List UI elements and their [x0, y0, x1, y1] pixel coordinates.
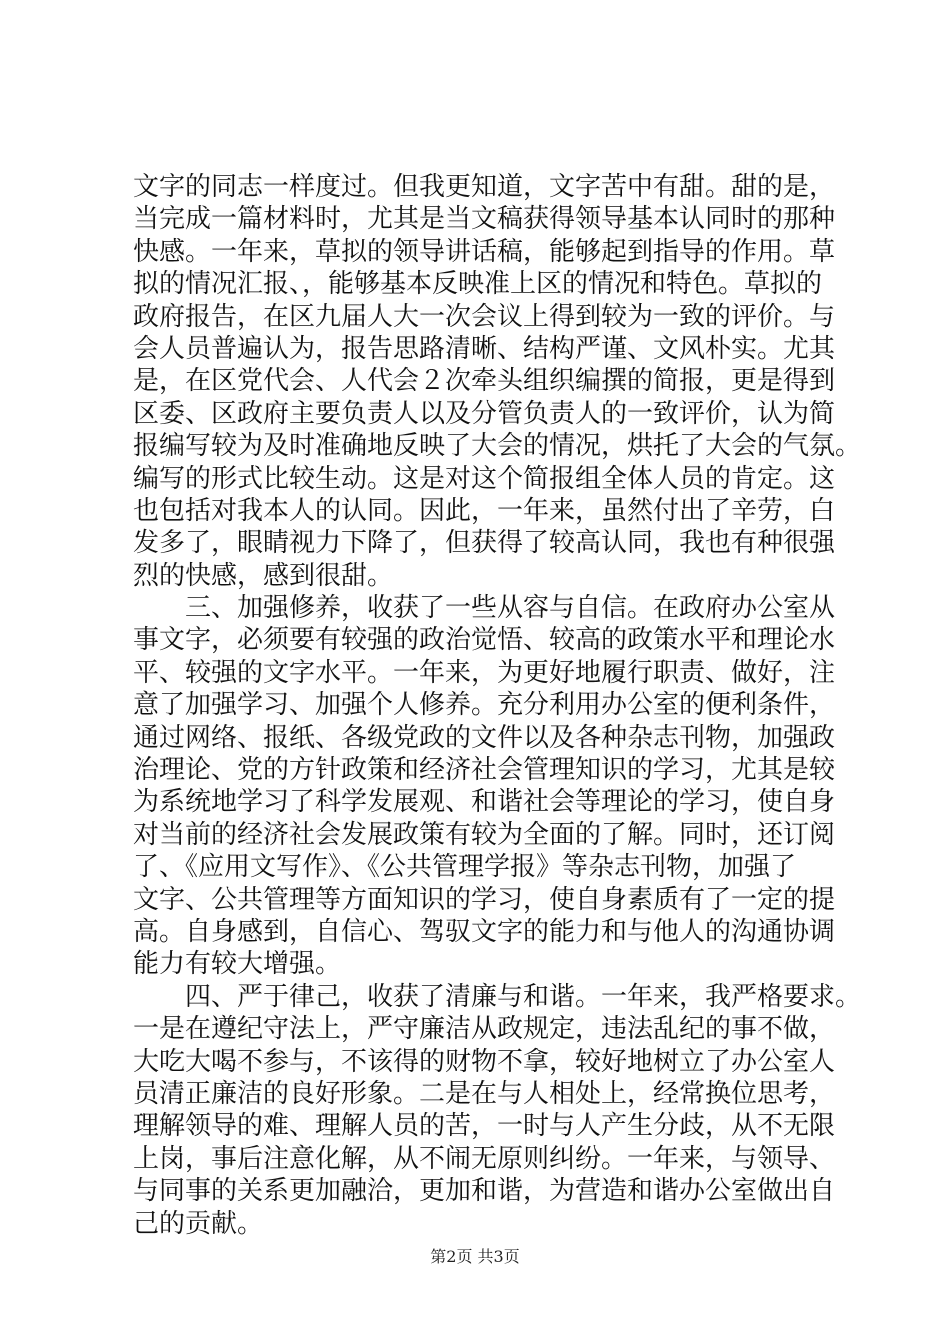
text-line: 报编写较为及时准确地反映了大会的情况，烘托了大会的气氛。 — [133, 431, 862, 462]
paragraph-four-start: 四、严于律己，收获了清廉与和谐。一年来，我严格要求。 — [133, 981, 862, 1012]
text-line: 事文字，必须要有较强的政治觉悟、较高的政策水平和理论水 — [133, 625, 836, 656]
text-line: 高。自身感到，自信心、驾驭文字的能力和与他人的沟通协调 — [133, 916, 836, 947]
text-line: 与同事的关系更加融洽，更加和谐，为营造和谐办公室做出自 — [133, 1176, 836, 1207]
text-line: 员清正廉洁的良好形象。二是在与人相处上，经常换位思考， — [133, 1078, 836, 1109]
text-line: 为系统地学习了科学发展观、和谐社会等理论的学习，使自身 — [133, 787, 836, 818]
text-line: 文字的同志一样度过。但我更知道，文字苦中有甜。甜的是， — [133, 172, 836, 202]
text-line: 政府报告，在区九届人大一次会议上得到较为一致的评价。与 — [133, 301, 836, 332]
text-line: 大吃大喝不参与，不该得的财物不拿，较好地树立了办公室人 — [133, 1046, 836, 1077]
text-line: 治理论、党的方针政策和经济社会管理知识的学习，尤其是较 — [133, 755, 836, 786]
text-line: 快感。一年来，草拟的领导讲话稿，能够起到指导的作用。草 — [133, 236, 836, 267]
text-line: 烈的快感，感到很甜。 — [133, 560, 394, 591]
text-line: 会人员普遍认为，报告思路清晰、结构严谨、文风朴实。尤其 — [133, 333, 836, 364]
text-line: 通过网络、报纸、各级党政的文件以及各种杂志刊物，加强政 — [133, 722, 836, 753]
text-line: 区委、区政府主要负责人以及分管负责人的一致评价，认为简 — [133, 398, 836, 429]
text-line: 意了加强学习、加强个人修养。充分利用办公室的便利条件， — [133, 690, 836, 721]
text-line: 拟的情况汇报、，能够基本反映准上区的情况和特色。草拟的 — [133, 269, 823, 300]
text-line: 理解领导的难、理解人员的苦，一时与人产生分歧，从不无限 — [133, 1111, 836, 1142]
text-line: 对当前的经济社会发展政策有较为全面的了解。同时，还订阅 — [133, 819, 836, 850]
text-line: 当完成一篇材料时，尤其是当文稿获得领导基本认同时的那种 — [133, 204, 836, 235]
paragraph-three-start: 三、加强修养，收获了一些从容与自信。在政府办公室从 — [133, 593, 836, 624]
page-number-footer: 第2页 共3页 — [430, 1247, 520, 1266]
text-line: 平、较强的文字水平。一年来，为更好地履行职责、做好，注 — [133, 657, 836, 688]
text-line: 一是在遵纪守法上，严守廉洁从政规定，违法乱纪的事不做， — [133, 1014, 836, 1045]
text-line: 编写的形式比较生动。这是对这个简报组全体人员的肯定。这 — [133, 463, 836, 494]
text-line: 是，在区党代会、人代会２次牵头组织编撰的简报，更是得到 — [133, 366, 836, 397]
text-line: 了、《应用文写作》、《公共管理学报》等杂志刊物，加强了 — [133, 852, 797, 883]
text-line: 发多了，眼睛视力下降了，但获得了较高认同，我也有种很强 — [133, 528, 836, 559]
text-line: 也包括对我本人的认同。因此，一年来，虽然付出了辛劳，白 — [133, 495, 836, 526]
text-line: 文字、公共管理等方面知识的学习，使自身素质有了一定的提 — [133, 884, 836, 915]
text-line: 能力有较大增强。 — [133, 949, 342, 980]
text-line: 上岗，事后注意化解，从不闹无原则纠纷。一年来，与领导、 — [133, 1143, 836, 1174]
text-line: 己的贡献。 — [133, 1208, 264, 1239]
body-text — [133, 171, 862, 1240]
